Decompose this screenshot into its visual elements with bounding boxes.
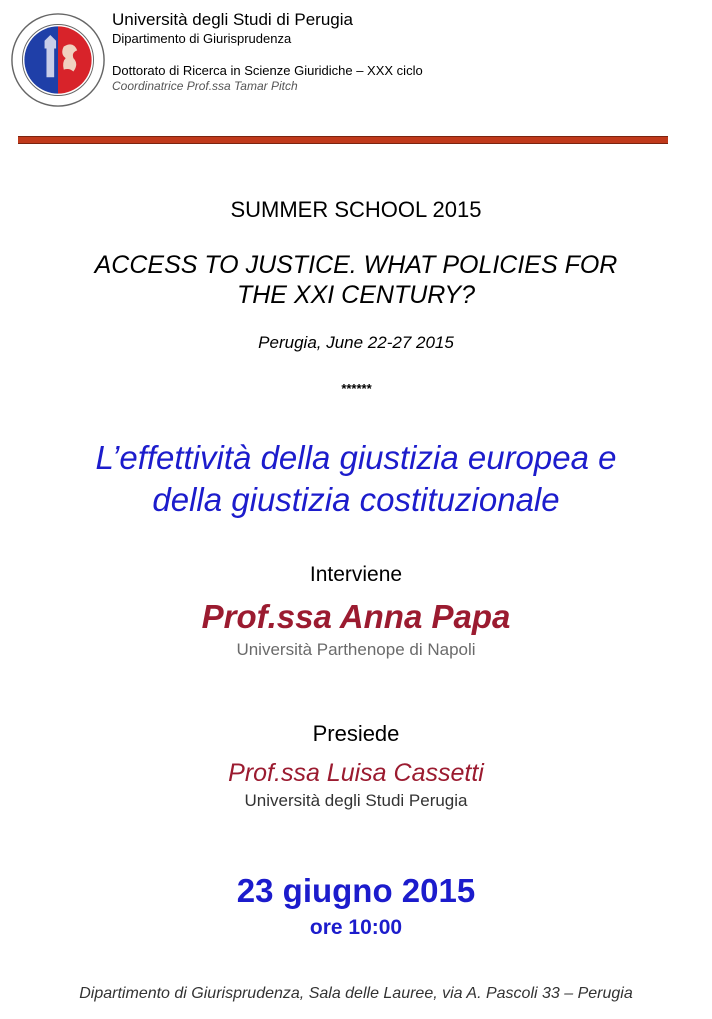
place-dates: Perugia, June 22-27 2015 <box>258 333 454 352</box>
speaker-affiliation: Università Parthenope di Napoli <box>236 640 476 659</box>
summer-school-title: SUMMER SCHOOL 2015 <box>230 197 482 222</box>
department-name: Dipartimento di Giurisprudenza <box>112 31 292 46</box>
university-name: Università degli Studi di Perugia <box>112 10 353 29</box>
doctorate-program: Dottorato di Ricerca in Scienze Giuridiche – XXX ciclo <box>112 63 423 78</box>
university-seal-icon <box>10 12 106 108</box>
speaker-name: Prof.ssa Anna Papa <box>201 598 511 635</box>
venue: Dipartimento di Giurisprudenza, Sala delle Lauree, via A. Pascoli 33 – Perugia <box>79 985 633 1002</box>
theme-line-2: THE XXI CENTURY? <box>236 281 475 309</box>
chair-role: Presiede <box>312 721 400 746</box>
separator: ****** <box>340 381 372 396</box>
theme-title <box>0 250 712 310</box>
coordinator: Coordinatrice Prof.ssa Tamar Pitch <box>112 79 298 93</box>
event-time: ore 10:00 <box>309 916 403 939</box>
lecture-title <box>0 437 712 521</box>
chair-name: Prof.ssa Luisa Cassetti <box>228 759 484 787</box>
lecture-title-line-1: L’effettività della giustizia europea e <box>95 439 617 476</box>
chair-affiliation: Università degli Studi Perugia <box>244 791 468 810</box>
event-date: 23 giugno 2015 <box>236 872 476 909</box>
lecture-title-line-2: della giustizia costituzionale <box>152 481 560 518</box>
theme-line-1: ACCESS TO JUSTICE. WHAT POLICIES FOR <box>94 251 618 279</box>
speaker-role: Interviene <box>309 563 403 586</box>
header-divider <box>18 136 668 144</box>
letterhead <box>0 0 712 130</box>
